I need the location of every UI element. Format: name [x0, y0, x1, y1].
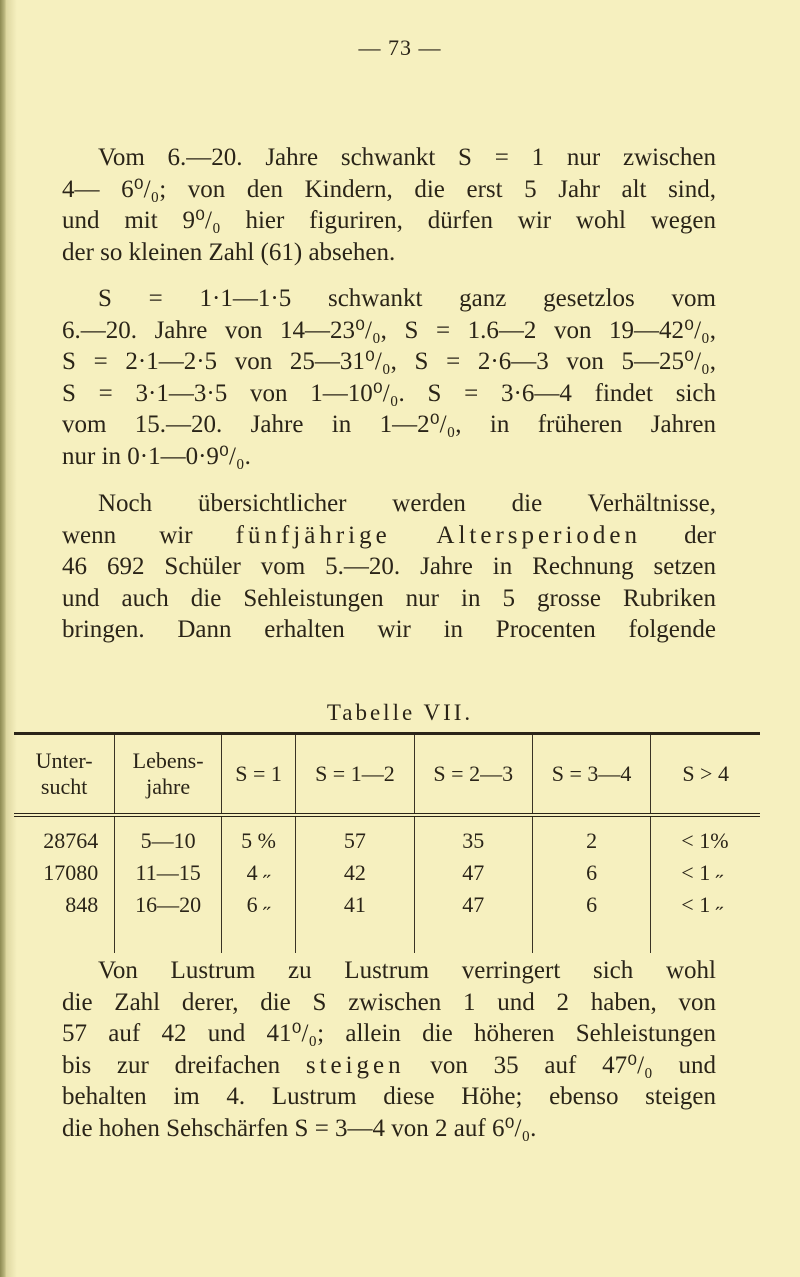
paragraph-1: [62, 142, 716, 268]
table-row: [14, 889, 760, 921]
text-line: behalten im 4. Lustrum diese Höhe; ebenso steigen: [62, 1083, 716, 1111]
emphasized-text: steigen: [305, 1051, 405, 1079]
table-row: [14, 857, 760, 889]
table-header-row: [14, 734, 760, 816]
cell-s-gt4: < 1%: [651, 815, 760, 857]
empty-cell: [115, 921, 222, 953]
cell-s3-4: 6: [532, 889, 650, 921]
book-spine-edge: [0, 0, 7, 1277]
text-line: der so kleinen Zahl (61) absehen.: [62, 238, 396, 266]
cell-s2-3: 35: [414, 815, 532, 857]
cell-s3-4: 2: [532, 815, 650, 857]
cell-s1-2: 41: [296, 889, 414, 921]
text-line: die hohen Sehschärfen S = 3—4 von 2 auf 6⁰/₀.: [62, 1114, 537, 1142]
cell-s2-3: 47: [414, 857, 532, 889]
text-fragment: von 35 auf 47⁰/₀ und: [430, 1051, 717, 1079]
page-gutter-shadow: [7, 0, 17, 1277]
header-line: Unter-: [35, 748, 93, 773]
paragraph-4: [62, 955, 716, 1145]
header-s-3-4: S = 3—4: [532, 734, 650, 816]
text-line: und mit 9⁰/₀ hier figuriren, dürfen wir wohl wegen: [62, 207, 716, 235]
cell-s1: 6 ˶: [221, 889, 295, 921]
cell-s-gt4: < 1 ˶: [651, 889, 760, 921]
cell-s-gt4: < 1 ˶: [651, 857, 760, 889]
text-line: vom 15.—20. Jahre in 1—2⁰/₀, in früheren Jahren: [62, 411, 716, 439]
page-number: — 73 —: [358, 35, 442, 60]
text-line: und auch die Sehleistungen nur in 5 grosse Rubriken: [62, 584, 716, 612]
header-s-1-2: S = 1—2: [296, 734, 414, 816]
header-s-1: S = 1: [221, 734, 295, 816]
text-fragment: bis zur dreifachen: [62, 1051, 281, 1079]
text-line: S = 3·1—3·5 von 1—10⁰/₀. S = 3·6—4 findet sich: [62, 379, 716, 407]
text-line: [62, 1050, 716, 1082]
cell-jahre: 16—20: [115, 889, 222, 921]
data-table-vii: [14, 732, 760, 953]
cell-s2-3: 47: [414, 889, 532, 921]
empty-cell: [651, 921, 760, 953]
text-line: 4— 6⁰/₀; von den Kindern, die erst 5 Jahr alt sind,: [62, 175, 716, 203]
table-title: Tabelle VII.: [326, 700, 474, 725]
text-line: S = 1·1—1·5 schwankt ganz gesetzlos vom: [98, 285, 716, 312]
text-line: die Zahl derer, die S zwischen 1 und 2 haben, von: [62, 988, 716, 1016]
cell-untersucht: 28764: [43, 828, 99, 853]
table-row: [14, 815, 760, 857]
empty-cell: [414, 921, 532, 953]
text-fragment: wenn wir: [62, 521, 193, 549]
text-line: bringen. Dann erhalten wir in Procenten folgende: [62, 616, 716, 644]
header-untersucht: [14, 734, 115, 816]
cell-untersucht: 17080: [43, 860, 99, 885]
text-fragment: der: [684, 521, 716, 549]
header-line: sucht: [40, 774, 88, 799]
cell-s1: 5 %: [221, 815, 295, 857]
header-lebensjahre: [115, 734, 222, 816]
empty-cell: [14, 921, 115, 953]
text-line: 6.—20. Jahre von 14—23⁰/₀, S = 1.6—2 von 19—42⁰/₀,: [62, 316, 716, 344]
paragraph-2: [62, 283, 716, 473]
table-bottom-spacer: [14, 921, 760, 953]
text-line: nur in 0·1—0·9⁰/₀.: [62, 442, 251, 470]
header-s-gt-4: S > 4: [651, 734, 760, 816]
cell-s3-4: 6: [532, 857, 650, 889]
cell-jahre: 11—15: [115, 857, 222, 889]
text-line: [62, 520, 716, 552]
cell-s1-2: 57: [296, 815, 414, 857]
paragraph-3: [62, 488, 716, 646]
header-line: jahre: [146, 774, 191, 799]
cell-s1: 4 ˶: [221, 857, 295, 889]
text-line: Von Lustrum zu Lustrum verringert sich wohl: [98, 957, 716, 984]
emphasized-text: fünfjährige Altersperioden: [235, 521, 641, 549]
text-line: 46 692 Schüler vom 5.—20. Jahre in Rechnung setzen: [62, 553, 716, 581]
header-s-2-3: S = 2—3: [414, 734, 532, 816]
header-line: Lebens-: [132, 748, 204, 773]
cell-untersucht: 848: [65, 892, 99, 917]
text-line: S = 2·1—2·5 von 25—31⁰/₀, S = 2·6—3 von 5—25⁰/₀,: [62, 348, 716, 376]
empty-cell: [532, 921, 650, 953]
text-line: Noch übersichtlicher werden die Verhältnisse,: [98, 490, 716, 517]
text-line: 57 auf 42 und 41⁰/₀; allein die höheren Sehleistungen: [62, 1020, 716, 1048]
text-line: Vom 6.—20. Jahre schwankt S = 1 nur zwischen: [98, 144, 716, 171]
empty-cell: [221, 921, 295, 953]
empty-cell: [296, 921, 414, 953]
cell-jahre: 5—10: [115, 815, 222, 857]
cell-s1-2: 42: [296, 857, 414, 889]
